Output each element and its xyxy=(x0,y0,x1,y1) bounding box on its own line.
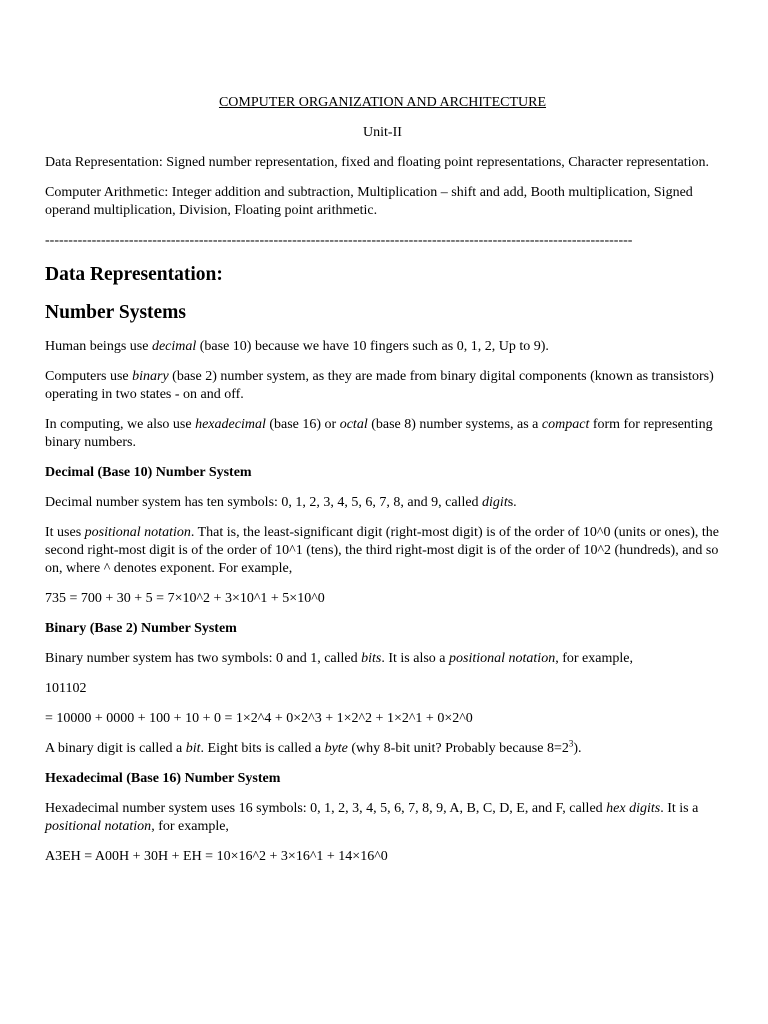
decimal-symbols-paragraph: Decimal number system has ten symbols: 0, 1, 2, 3, 4, 5, 6, 7, 8, and 9, called digits. xyxy=(45,495,517,510)
document-title: COMPUTER ORGANIZATION AND ARCHITECTURE xyxy=(218,95,547,110)
heading-hex-system: Hexadecimal (Base 16) Number System xyxy=(45,771,281,786)
dashed-divider: ------------------------------------------------------------------------------------------------------------------------------ xyxy=(45,233,633,248)
hex-symbols-paragraph: Hexadecimal number system uses 16 symbols: 0, 1, 2, 3, 4, 5, 6, 7, 8, 9, A, B, C, D, E, and F, called hex digits. It is a positional notation, for example, xyxy=(45,801,699,834)
heading-binary-system: Binary (Base 2) Number System xyxy=(45,621,237,636)
intro-paragraph-binary: Computers use binary (base 2) number system, as they are made from binary digital components (known as transistors) operating in two states - on and off. xyxy=(45,369,714,402)
intro-paragraph-decimal: Human beings use decimal (base 10) because we have 10 fingers such as 0, 1, 2, Up to 9). xyxy=(45,339,549,354)
syllabus-computer-arithmetic: Computer Arithmetic: Integer addition and subtraction, Multiplication – shift and add, Booth multiplication, Signed operand multiplication, Division, Floating point arithmetic. xyxy=(45,185,693,218)
syllabus-data-representation: Data Representation: Signed number representation, fixed and floating point representations, Character representation. xyxy=(45,155,709,170)
heading-data-representation: Data Representation: xyxy=(45,264,223,285)
binary-bit-byte-paragraph: A binary digit is called a bit. Eight bits is called a byte (why 8-bit unit? Probably because $8=2^3$). xyxy=(45,738,582,756)
decimal-positional-paragraph: It uses positional notation. That is, the least-significant digit (right-most digit) is of the order of 10^0 (units or ones), the second right-most digit is of the order of 10^1 (tens), the third right-most digit is of the order of 10^2 (hundreds), and so on, where ^ denotes exponent. For example, xyxy=(45,525,719,576)
heading-number-systems: Number Systems xyxy=(45,302,187,323)
document-page xyxy=(45,94,720,878)
decimal-example: 735 = 700 + 30 + 5 = 7×10^2 + 3×10^1 + 5×10^0 xyxy=(45,591,325,606)
intro-paragraph-hex-octal: In computing, we also use hexadecimal (base 16) or octal (base 8) number systems, as a compact form for representing binary numbers. xyxy=(45,417,713,450)
heading-decimal-system: Decimal (Base 10) Number System xyxy=(45,465,252,480)
hex-example: A3EH = A00H + 30H + EH = 10×16^2 + 3×16^1 + 14×16^0 xyxy=(45,849,388,864)
binary-number: 101102 xyxy=(45,681,87,696)
binary-expansion: = 10000 + 0000 + 100 + 10 + 0 = 1×2^4 + 0×2^3 + 1×2^2 + 1×2^1 + 0×2^0 xyxy=(45,711,473,726)
binary-symbols-paragraph: Binary number system has two symbols: 0 and 1, called bits. It is also a positional notation, for example, xyxy=(45,651,633,666)
unit-label: Unit-II xyxy=(363,125,402,140)
